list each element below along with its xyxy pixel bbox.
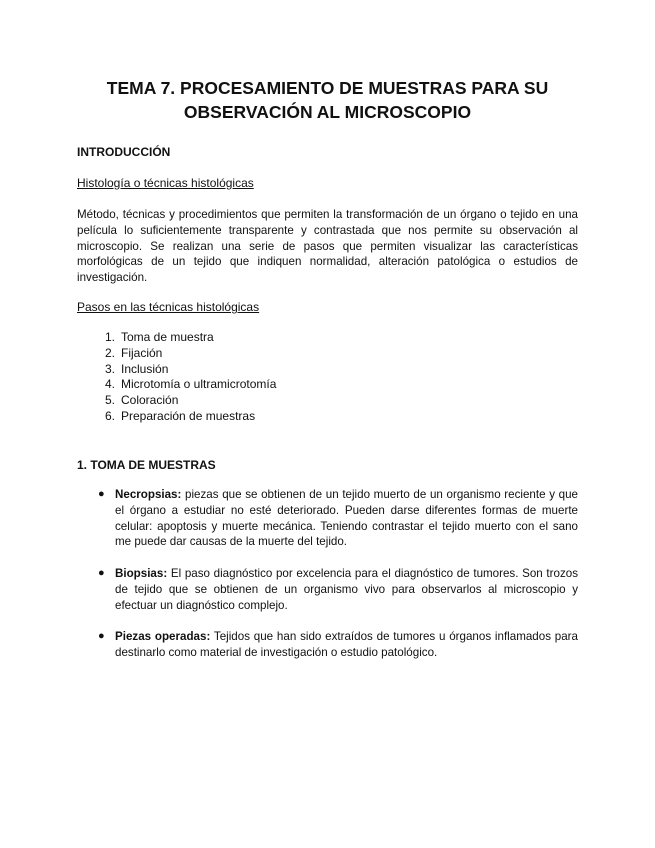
step-number: 6. [104, 408, 115, 423]
list-item [77, 629, 578, 661]
intro-paragraph: Método, técnicas y procedimientos que permiten la transformación de un órgano o tejido en una película lo suficientemente transparente y contrastada que nos permite su observación al microscopio. Se realizan una serie de pasos que permiten visualizar las características morfológicas de un tejido que indiquen normalidad, alteración patológica o estudios de investigación. [77, 208, 578, 285]
list-item [77, 346, 477, 362]
step-text: Microtomía o ultramicrotomía [121, 377, 277, 392]
toma-bullet-list [77, 487, 578, 677]
bullet-text: Tejidos que han sido extraídos de tumores u órganos inflamados para destinarlo como material de investigación o estudio patológico. [115, 630, 578, 659]
intro-heading: INTRODUCCIÓN [77, 145, 171, 159]
list-item [77, 393, 477, 409]
step-number: 3. [104, 361, 115, 376]
step-number: 1. [104, 330, 115, 344]
list-item [77, 409, 477, 425]
list-item [77, 487, 578, 550]
step-number: 5. [104, 393, 115, 408]
bullet-term: Biopsias: [115, 566, 168, 580]
page-title-line-2: OBSERVACIÓN AL MICROSCOPIO [183, 102, 472, 122]
histology-subheading: Histología o técnicas histológicas [77, 176, 254, 190]
list-item [77, 362, 477, 378]
list-item [77, 330, 477, 346]
step-text: Preparación de muestras [121, 408, 256, 423]
step-text: Inclusión [121, 361, 169, 376]
step-number: 2. [104, 345, 115, 360]
bullet-text: piezas que se obtienen de un tejido muerto de un organismo reciente y que el órgano a estudiar no esté deteriorado. Pueden darse diferentes formas de muerte celular: apoptosis y muerte mecánica. Teniendo contrastar el tejido muerto con el sano me puede dar causas de la muerte del tejido. [115, 488, 578, 549]
bullet-icon: ● [98, 566, 105, 579]
bullet-term: Necropsias: [115, 488, 182, 501]
page-title-line-1: TEMA 7. PROCESAMIENTO DE MUESTRAS PARA SU [106, 78, 549, 98]
bullet-term: Piezas operadas: [115, 630, 211, 644]
step-text: Fijación [121, 345, 163, 360]
list-item [77, 566, 578, 613]
toma-heading: 1. TOMA DE MUESTRAS [77, 458, 216, 472]
steps-subheading: Pasos en las técnicas histológicas [77, 300, 260, 314]
step-text: Toma de muestra [121, 330, 214, 344]
bullet-text: El paso diagnóstico por excelencia para el diagnóstico de tumores. Son trozos de tejido que se obtienen de un organismo vivo para observarlos al microscopio y efectuar un diagnóstico complejo. [115, 566, 578, 612]
step-text: Coloración [121, 393, 179, 408]
step-number: 4. [104, 377, 115, 392]
page-title [60, 76, 595, 124]
list-item [77, 377, 477, 393]
bullet-icon: ● [98, 488, 105, 500]
steps-list [77, 330, 477, 425]
bullet-icon: ● [98, 630, 105, 643]
